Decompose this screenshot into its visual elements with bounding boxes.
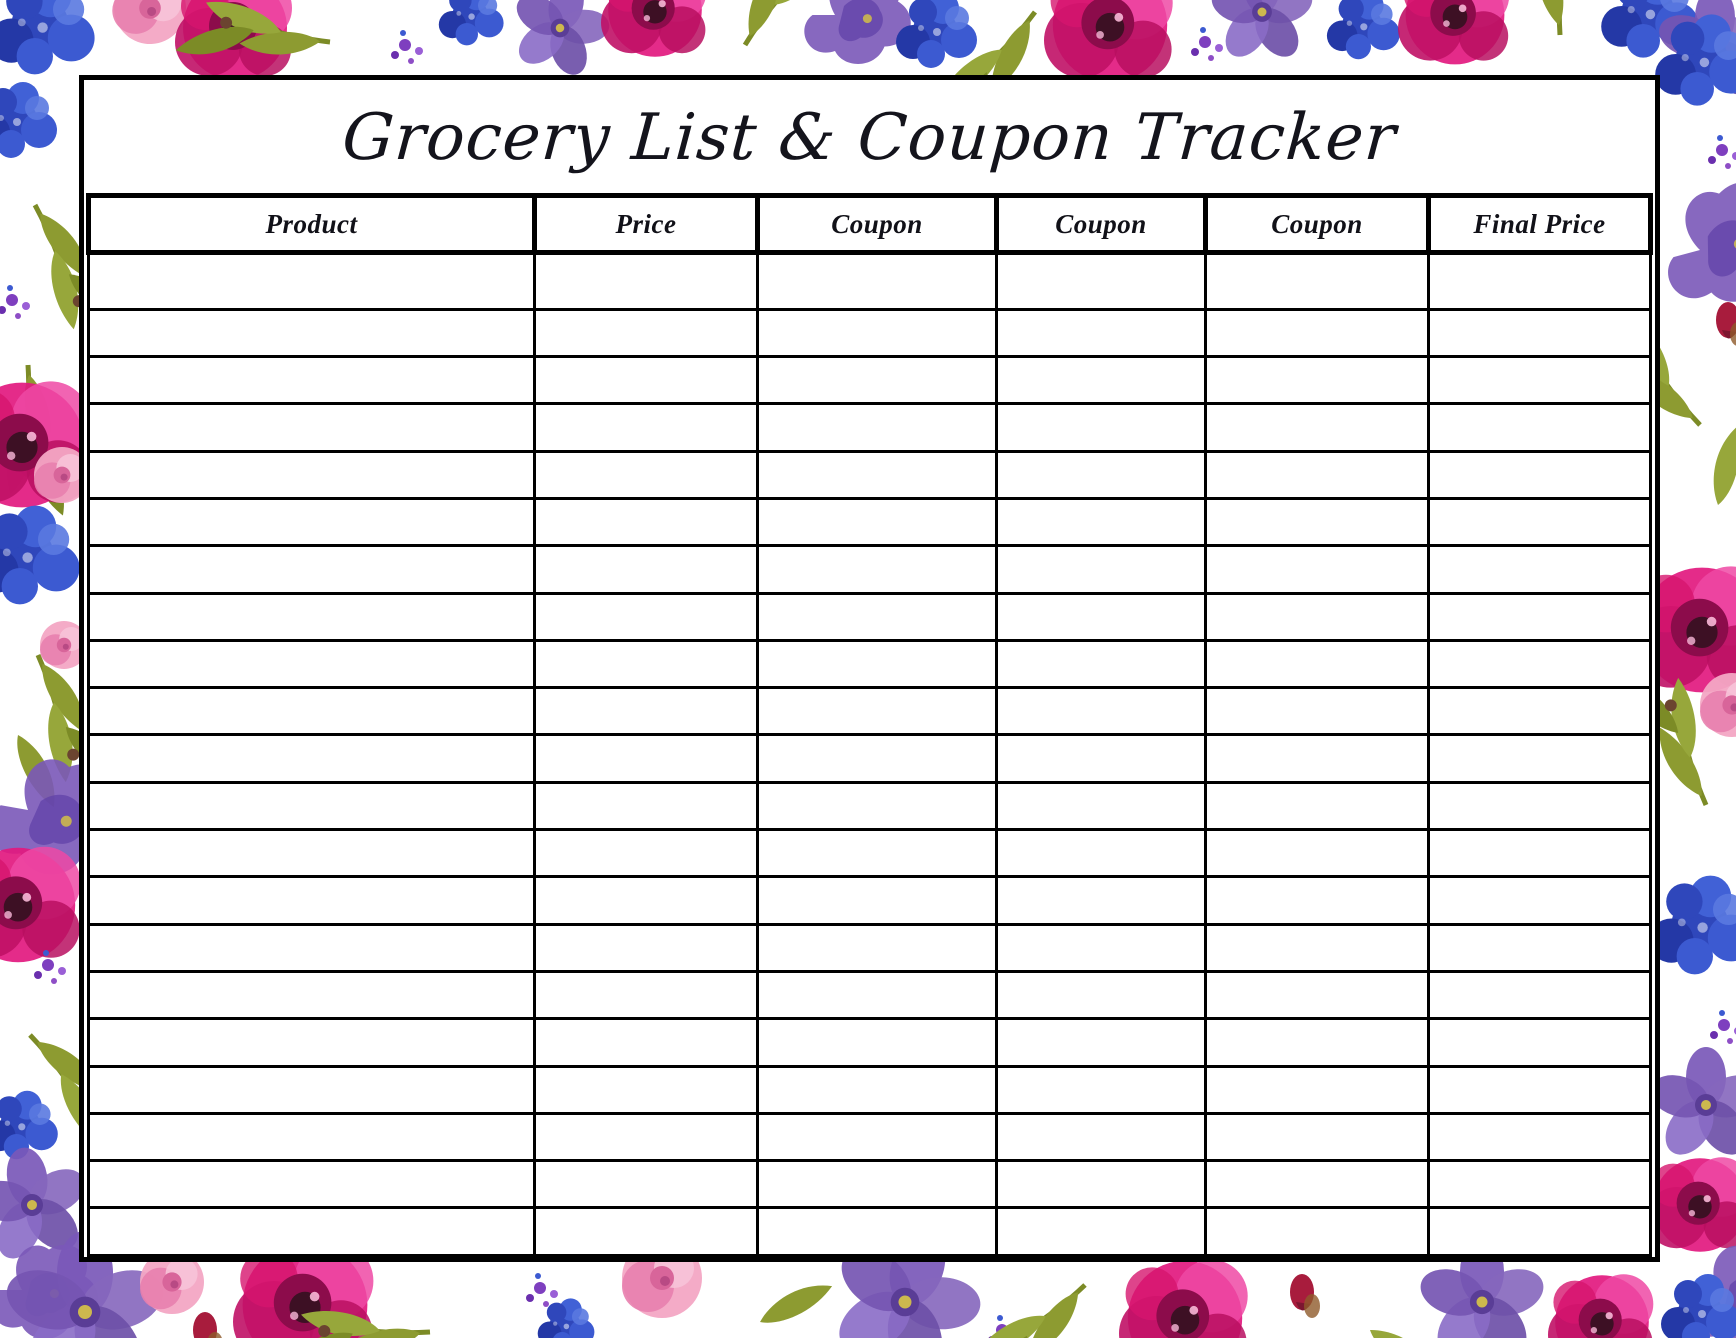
table-cell-empty bbox=[997, 546, 1206, 593]
table-cell-empty bbox=[535, 309, 758, 356]
table-cell-empty bbox=[1429, 1066, 1651, 1113]
table-row bbox=[89, 546, 1651, 593]
table-cell-empty bbox=[89, 782, 535, 829]
column-header-product: Product bbox=[89, 196, 535, 253]
table-row bbox=[89, 924, 1651, 971]
table-cell-empty bbox=[997, 451, 1206, 498]
table-cell-empty bbox=[997, 357, 1206, 404]
table-cell-empty bbox=[997, 735, 1206, 782]
table-row bbox=[89, 309, 1651, 356]
table-cell-empty bbox=[1429, 1019, 1651, 1066]
table-row bbox=[89, 877, 1651, 924]
table-cell-empty bbox=[997, 498, 1206, 545]
table-cell-empty bbox=[1429, 309, 1651, 356]
table-row bbox=[89, 1113, 1651, 1160]
table-cell-empty bbox=[758, 498, 997, 545]
table-cell-empty bbox=[997, 1019, 1206, 1066]
table-cell-empty bbox=[1206, 640, 1429, 687]
table-body bbox=[89, 253, 1651, 1256]
page-title: Grocery List & Coupon Tracker bbox=[340, 101, 1399, 175]
table-cell-empty bbox=[1429, 782, 1651, 829]
table-cell-empty bbox=[89, 1161, 535, 1208]
table-cell-empty bbox=[758, 971, 997, 1018]
table-cell-empty bbox=[1429, 404, 1651, 451]
table-cell-empty bbox=[1429, 546, 1651, 593]
table-cell-empty bbox=[89, 1208, 535, 1256]
table-row bbox=[89, 735, 1651, 782]
table-row bbox=[89, 498, 1651, 545]
table-cell-empty bbox=[997, 404, 1206, 451]
table-cell-empty bbox=[535, 1019, 758, 1066]
table-row bbox=[89, 357, 1651, 404]
table-row bbox=[89, 1066, 1651, 1113]
table-cell-empty bbox=[1429, 735, 1651, 782]
table-cell-empty bbox=[1206, 309, 1429, 356]
table-cell-empty bbox=[997, 782, 1206, 829]
table-cell-empty bbox=[535, 1208, 758, 1256]
table-cell-empty bbox=[997, 924, 1206, 971]
table-cell-empty bbox=[1206, 357, 1429, 404]
table-cell-empty bbox=[758, 782, 997, 829]
table-cell-empty bbox=[758, 830, 997, 877]
table-cell-empty bbox=[89, 640, 535, 687]
table-cell-empty bbox=[758, 1019, 997, 1066]
table-cell-empty bbox=[535, 640, 758, 687]
table-cell-empty bbox=[997, 1066, 1206, 1113]
table-cell-empty bbox=[89, 546, 535, 593]
table-row bbox=[89, 830, 1651, 877]
table-cell-empty bbox=[535, 404, 758, 451]
table-row bbox=[89, 1161, 1651, 1208]
table-cell-empty bbox=[1429, 877, 1651, 924]
table-cell-empty bbox=[758, 404, 997, 451]
content-panel bbox=[79, 75, 1660, 1262]
table-cell-empty bbox=[1429, 451, 1651, 498]
table-cell-empty bbox=[1206, 924, 1429, 971]
table-cell-empty bbox=[997, 688, 1206, 735]
table-cell-empty bbox=[535, 971, 758, 1018]
table-cell-empty bbox=[758, 877, 997, 924]
table-row bbox=[89, 451, 1651, 498]
table-cell-empty bbox=[1429, 1113, 1651, 1160]
table-cell-empty bbox=[89, 924, 535, 971]
table-cell-empty bbox=[758, 451, 997, 498]
table-header-row bbox=[89, 196, 1651, 253]
table-cell-empty bbox=[997, 309, 1206, 356]
table-cell-empty bbox=[1206, 1019, 1429, 1066]
table-cell-empty bbox=[535, 830, 758, 877]
table-cell-empty bbox=[758, 640, 997, 687]
table-cell-empty bbox=[535, 498, 758, 545]
table-cell-empty bbox=[758, 357, 997, 404]
table-cell-empty bbox=[1206, 1066, 1429, 1113]
table-cell-empty bbox=[1429, 830, 1651, 877]
table-row bbox=[89, 640, 1651, 687]
table-cell-empty bbox=[1206, 1113, 1429, 1160]
table-cell-empty bbox=[89, 1113, 535, 1160]
table-cell-empty bbox=[535, 253, 758, 310]
table-cell-empty bbox=[1206, 451, 1429, 498]
table-cell-empty bbox=[758, 735, 997, 782]
table-cell-empty bbox=[535, 688, 758, 735]
table-row bbox=[89, 253, 1651, 310]
table-cell-empty bbox=[758, 924, 997, 971]
table-row bbox=[89, 593, 1651, 640]
table-cell-empty bbox=[758, 1161, 997, 1208]
table-cell-empty bbox=[535, 877, 758, 924]
table-cell-empty bbox=[89, 498, 535, 545]
table-cell-empty bbox=[1429, 1161, 1651, 1208]
table-cell-empty bbox=[1429, 640, 1651, 687]
table-cell-empty bbox=[89, 830, 535, 877]
table-row bbox=[89, 404, 1651, 451]
table-cell-empty bbox=[535, 735, 758, 782]
table-cell-empty bbox=[758, 593, 997, 640]
table-cell-empty bbox=[997, 253, 1206, 310]
table-cell-empty bbox=[758, 253, 997, 310]
table-cell-empty bbox=[1206, 1161, 1429, 1208]
table-cell-empty bbox=[535, 451, 758, 498]
column-header-coupon-2: Coupon bbox=[997, 196, 1206, 253]
table-cell-empty bbox=[535, 1066, 758, 1113]
table-cell-empty bbox=[535, 782, 758, 829]
table-cell-empty bbox=[89, 877, 535, 924]
table-cell-empty bbox=[1206, 735, 1429, 782]
table-cell-empty bbox=[1206, 498, 1429, 545]
table-cell-empty bbox=[535, 1113, 758, 1160]
table-cell-empty bbox=[1206, 830, 1429, 877]
table-cell-empty bbox=[1206, 782, 1429, 829]
column-header-price: Price bbox=[535, 196, 758, 253]
table-cell-empty bbox=[1429, 253, 1651, 310]
table-row bbox=[89, 1208, 1651, 1256]
table-cell-empty bbox=[1429, 593, 1651, 640]
table-cell-empty bbox=[758, 1066, 997, 1113]
table-cell-empty bbox=[89, 735, 535, 782]
table-cell-empty bbox=[89, 688, 535, 735]
table-cell-empty bbox=[997, 971, 1206, 1018]
table-cell-empty bbox=[1206, 593, 1429, 640]
table-cell-empty bbox=[997, 593, 1206, 640]
table-cell-empty bbox=[1429, 1208, 1651, 1256]
table-cell-empty bbox=[1429, 924, 1651, 971]
table-cell-empty bbox=[535, 546, 758, 593]
table-cell-empty bbox=[758, 688, 997, 735]
table-cell-empty bbox=[997, 1113, 1206, 1160]
column-header-coupon-1: Coupon bbox=[758, 196, 997, 253]
table-cell-empty bbox=[997, 830, 1206, 877]
table-cell-empty bbox=[535, 593, 758, 640]
table-cell-empty bbox=[535, 1161, 758, 1208]
column-header-coupon-3: Coupon bbox=[1206, 196, 1429, 253]
table-cell-empty bbox=[1206, 404, 1429, 451]
table-cell-empty bbox=[1206, 971, 1429, 1018]
table-cell-empty bbox=[89, 357, 535, 404]
table-cell-empty bbox=[758, 546, 997, 593]
table-cell-empty bbox=[1429, 971, 1651, 1018]
table-row bbox=[89, 782, 1651, 829]
table-cell-empty bbox=[758, 1113, 997, 1160]
table-cell-empty bbox=[535, 357, 758, 404]
table-cell-empty bbox=[758, 1208, 997, 1256]
table-row bbox=[89, 971, 1651, 1018]
grocery-tracker-table bbox=[86, 193, 1653, 1257]
table-cell-empty bbox=[1206, 688, 1429, 735]
table-cell-empty bbox=[89, 253, 535, 310]
table-cell-empty bbox=[89, 971, 535, 1018]
table-cell-empty bbox=[997, 1208, 1206, 1256]
table-cell-empty bbox=[89, 1019, 535, 1066]
table-row bbox=[89, 1019, 1651, 1066]
table-cell-empty bbox=[89, 451, 535, 498]
table-cell-empty bbox=[89, 1066, 535, 1113]
table-row bbox=[89, 688, 1651, 735]
table-cell-empty bbox=[535, 924, 758, 971]
table-cell-empty bbox=[1429, 688, 1651, 735]
table-cell-empty bbox=[997, 877, 1206, 924]
table-cell-empty bbox=[1429, 498, 1651, 545]
table-cell-empty bbox=[89, 404, 535, 451]
table-cell-empty bbox=[758, 309, 997, 356]
table-cell-empty bbox=[997, 640, 1206, 687]
table-cell-empty bbox=[1429, 357, 1651, 404]
table-cell-empty bbox=[1206, 546, 1429, 593]
table-cell-empty bbox=[89, 593, 535, 640]
table-cell-empty bbox=[1206, 1208, 1429, 1256]
table-cell-empty bbox=[1206, 253, 1429, 310]
table-cell-empty bbox=[89, 309, 535, 356]
table-cell-empty bbox=[1206, 877, 1429, 924]
table-cell-empty bbox=[997, 1161, 1206, 1208]
column-header-final-price: Final Price bbox=[1429, 196, 1651, 253]
